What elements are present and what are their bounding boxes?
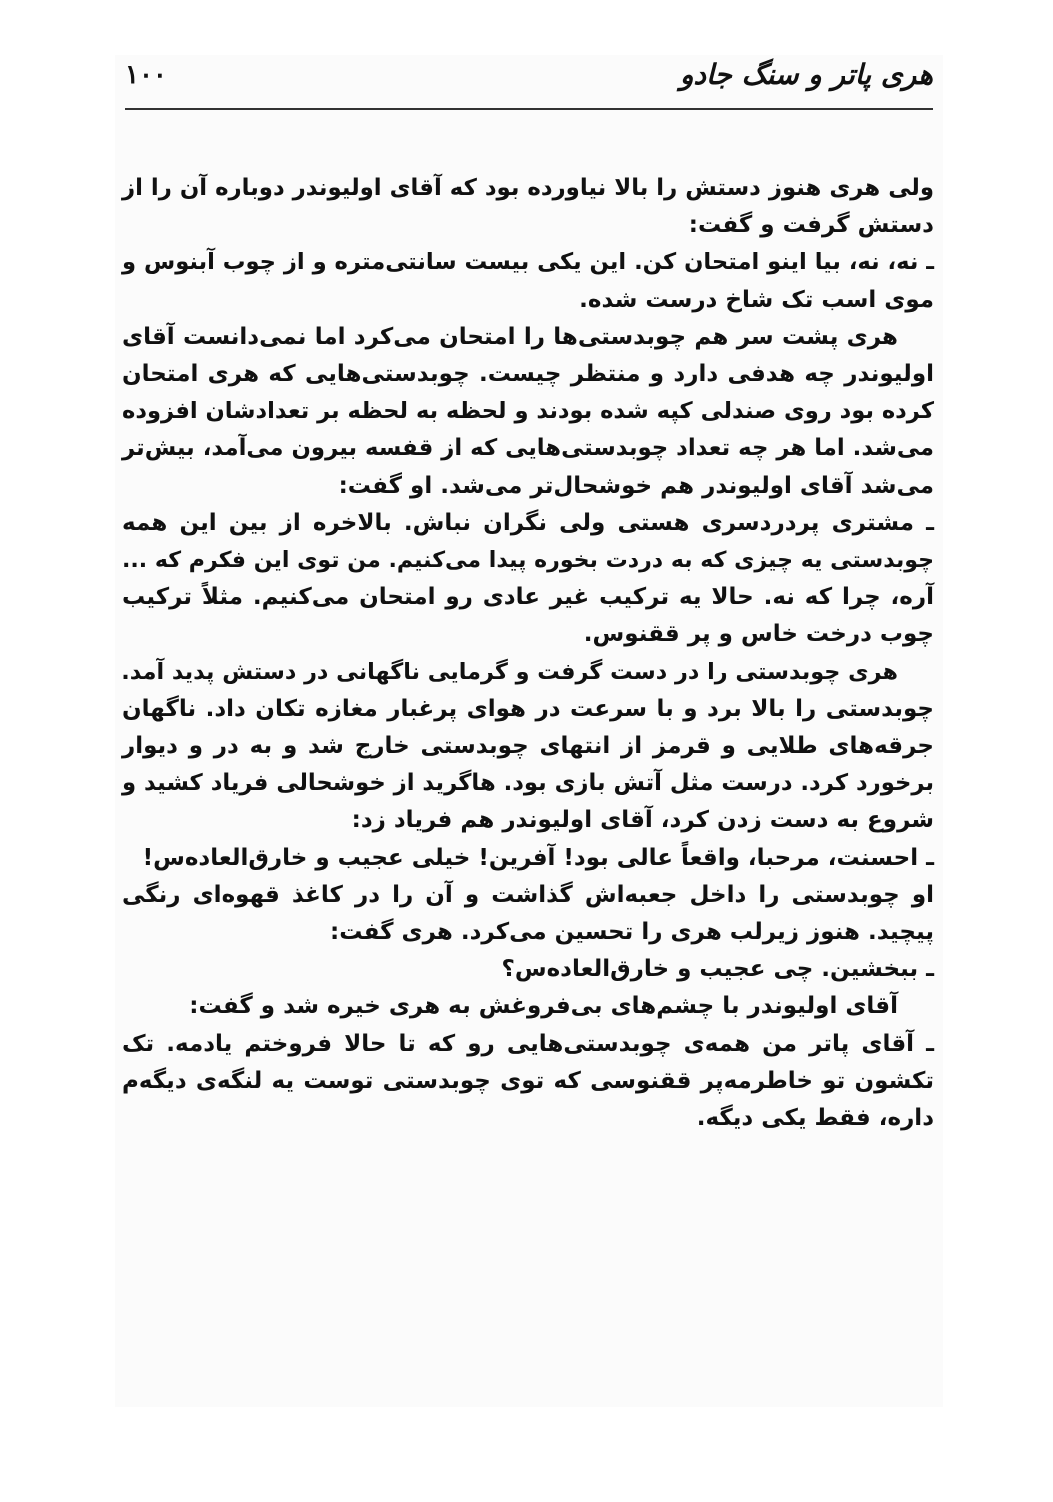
paragraph xyxy=(122,951,934,988)
text-line: او چوبدستی را داخل جعبه‌اش گذاشت و آن را در کاغذ قهوه‌ای رنگی xyxy=(122,881,934,908)
text-line: اولیوندر چه هدفی دارد و منتظر چیست. چوبدستی‌هایی که هری امتحان xyxy=(122,361,934,388)
text-line: آقای اولیوندر با چشم‌های بی‌فروغش به هری خیره شد و گفت: xyxy=(189,993,898,1020)
text-line: کرده بود روی صندلی کپه شده بودند و لحظه به لحظه بر تعدادشان افزوده xyxy=(122,398,934,425)
paragraph xyxy=(122,654,934,840)
text-line: آره، چرا که نه. حالا یه ترکیب غیر عادی رو امتحان می‌کنیم. مثلاً ترکیب xyxy=(122,584,934,611)
text-line: می‌شد آقای اولیوندر هم خوشحال‌تر می‌شد. او گفت: xyxy=(338,472,934,499)
text-line: ـ مشتری پردردسری هستی ولی نگران نباش. بالاخره از بین این همه xyxy=(122,509,934,536)
text-line: شروع به دست زدن کرد، آقای اولیوندر هم فریاد زد: xyxy=(351,807,934,834)
text-line: چوب درخت خاس و پر ققنوس. xyxy=(583,621,934,648)
text-line: چوبدستی یه چیزی که به دردت بخوره پیدا می‌کنیم. من توی این فکرم که ... xyxy=(122,548,934,574)
text-line: ـ نه، نه، بیا اینو امتحان کن. این یکی بیست سانتی‌متره و از چوب آبنوس و xyxy=(122,249,934,276)
paragraph xyxy=(122,244,934,318)
text-line: دستش گرفت و گفت: xyxy=(688,212,934,239)
text-line: داره، فقط یکی دیگه. xyxy=(696,1105,934,1132)
body-text xyxy=(122,170,934,1137)
paragraph xyxy=(122,170,934,244)
paragraph xyxy=(122,319,934,505)
text-line: تکشون تو خاطرمه‌پر ققنوسی که توی چوبدستی توست یه لنگه‌ی دیگه‌م xyxy=(122,1067,934,1094)
paragraph xyxy=(122,1026,934,1138)
header-rule xyxy=(125,108,933,110)
paragraph xyxy=(122,840,934,877)
text-line: جرقه‌های طلایی و قرمز از انتهای چوبدستی خارج شد و به در و دیوار xyxy=(122,733,934,760)
running-header xyxy=(125,58,933,98)
paragraph xyxy=(122,988,934,1025)
text-line: هری چوبدستی را در دست گرفت و گرمایی ناگهانی در دستش پدید آمد. xyxy=(121,658,898,685)
text-line: هری پشت سر هم چوبدستی‌ها را امتحان می‌کرد اما نمی‌دانست آقای xyxy=(122,323,898,350)
paragraph xyxy=(122,505,934,654)
paragraph xyxy=(122,877,934,951)
text-line: ـ آقای پاتر من همه‌ی چوبدستی‌هایی رو که تا حالا فروختم یادمه. تک xyxy=(122,1030,934,1057)
page-number: ۱۰۰ xyxy=(125,60,167,90)
book-title: هری پاتر و سنگ جادو xyxy=(679,58,933,91)
text-line: ولی هری هنوز دستش را بالا نیاورده بود که آقای اولیوندر دوباره آن را از xyxy=(122,175,934,201)
text-line: موی اسب تک شاخ درست شده. xyxy=(579,286,934,313)
text-line: برخورد کرد. درست مثل آتش بازی بود. هاگرید از خوشحالی فریاد کشید و xyxy=(122,770,934,797)
text-line: ـ احسنت، مرحبا، واقعاً عالی بود! آفرین! خیلی عجیب و خارق‌العاده‌س! xyxy=(142,844,934,871)
text-line: پیچید. هنوز زیرلب هری را تحسین می‌کرد. هری گفت: xyxy=(330,919,934,946)
text-line: چوبدستی را بالا برد و با سرعت در هوای پرغبار مغازه تکان داد. ناگهان xyxy=(122,695,934,722)
text-line: می‌شد. اما هر چه تعداد چوبدستی‌هایی که از قفسه بیرون می‌آمد، بیش‌تر xyxy=(122,435,934,462)
text-line: ـ ببخشین. چی عجیب و خارق‌العاده‌س؟ xyxy=(501,956,934,983)
